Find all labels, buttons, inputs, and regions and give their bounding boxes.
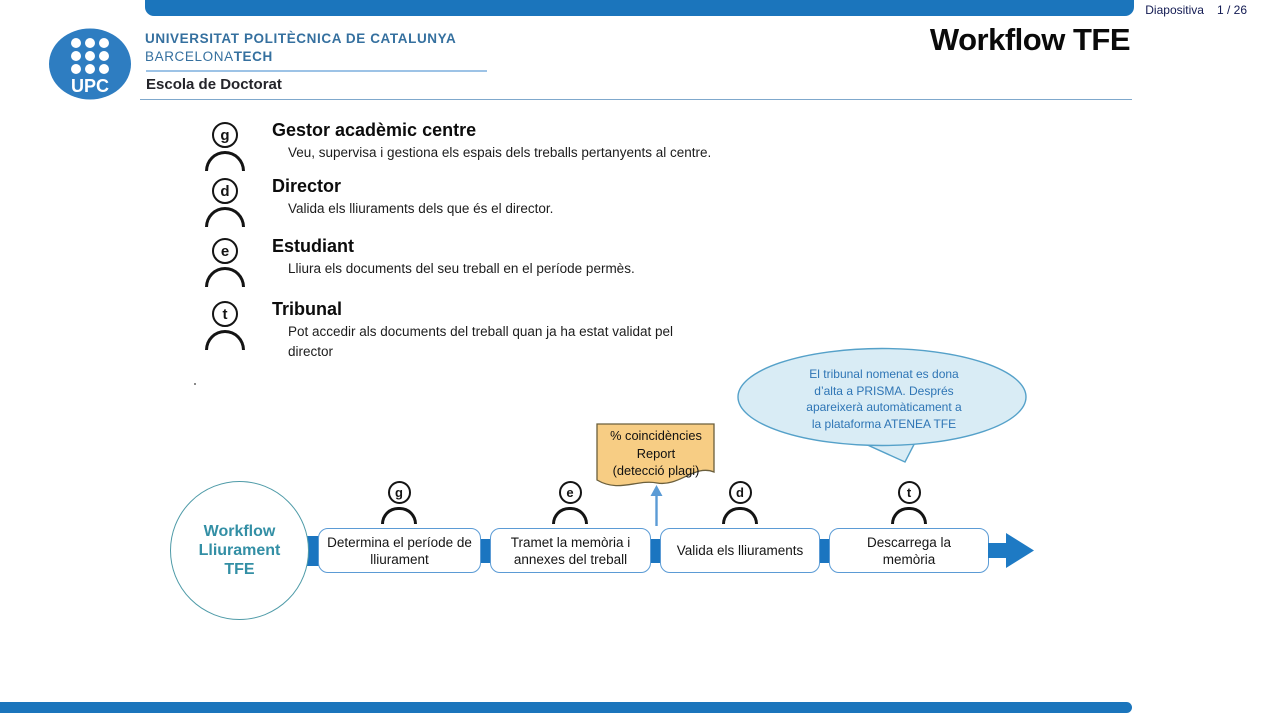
person-icon-director bbox=[203, 178, 247, 227]
upc-logo bbox=[48, 28, 132, 102]
page-number: 1 / 26 bbox=[1216, 3, 1247, 17]
step-actor-icon-d bbox=[718, 481, 762, 524]
person-body bbox=[891, 507, 927, 524]
person-letter: e bbox=[559, 481, 582, 504]
flow-step-label: Tramet la memòria i annexes del treball bbox=[510, 534, 631, 567]
person-body bbox=[722, 507, 758, 524]
note-line: Report bbox=[636, 445, 676, 461]
note-line: (detecció plagi) bbox=[612, 463, 700, 478]
person-letter: g bbox=[212, 122, 238, 148]
role-title-tribunal: Tribunal bbox=[272, 299, 343, 319]
university-brand bbox=[145, 49, 273, 64]
role-title-estudiant: Estudiant bbox=[272, 236, 355, 256]
person-letter: g bbox=[388, 481, 411, 504]
flow-step-label: Descarrega la memòria bbox=[866, 534, 952, 567]
role-title-director: Director bbox=[272, 176, 342, 196]
person-letter: e bbox=[212, 238, 238, 264]
page-indicator bbox=[1145, 3, 1247, 17]
flow-step-label: Valida els lliuraments bbox=[676, 543, 804, 558]
tribunal-callout bbox=[768, 366, 1000, 432]
up-arrow bbox=[648, 485, 666, 527]
bottom-accent-bar bbox=[0, 702, 1132, 713]
person-icon-estudiant bbox=[203, 238, 247, 287]
person-letter: t bbox=[212, 301, 238, 327]
person-body bbox=[381, 507, 417, 524]
university-name: UNIVERSITAT POLITÈCNICA DE CATALUNYA bbox=[145, 31, 457, 46]
person-body bbox=[552, 507, 588, 524]
flow-step-4 bbox=[829, 528, 989, 573]
person-letter: d bbox=[212, 178, 238, 204]
callout-line: d’alta a PRISMA. Després bbox=[814, 383, 954, 398]
stray-dot bbox=[194, 383, 196, 385]
start-line: Workflow bbox=[203, 523, 276, 540]
plagiarism-note bbox=[597, 427, 715, 480]
person-body bbox=[205, 330, 245, 350]
person-body bbox=[205, 207, 245, 227]
role-desc-estudiant: Lliura els documents del seu treball en el període permès. bbox=[288, 261, 635, 276]
role-desc-tribunal: Pot accedir als documents del treball quan ja ha estat validat pel director bbox=[288, 324, 673, 359]
workflow-start-label bbox=[199, 522, 281, 579]
flow-step-3 bbox=[660, 528, 820, 573]
person-body bbox=[205, 151, 245, 171]
flow-step-1 bbox=[318, 528, 481, 573]
person-letter: d bbox=[729, 481, 752, 504]
flow-end-arrow bbox=[988, 530, 1036, 572]
brand-bold: TECH bbox=[233, 49, 273, 64]
header-divider bbox=[140, 99, 1132, 100]
upc-logo-text: UPC bbox=[70, 76, 110, 96]
flow-step-2 bbox=[490, 528, 651, 573]
top-accent-bar bbox=[145, 0, 1134, 16]
step-actor-icon-e bbox=[548, 481, 592, 524]
start-line: TFE bbox=[224, 561, 255, 578]
person-icon-gestor bbox=[203, 122, 247, 171]
page-indicator-label: Diapositiva bbox=[1145, 3, 1204, 17]
callout-line: apareixerà automàticament a bbox=[806, 400, 962, 414]
slide-title: Workflow TFE bbox=[929, 22, 1130, 57]
callout-line: la plataforma ATENEA TFE bbox=[811, 416, 957, 431]
person-letter: t bbox=[898, 481, 921, 504]
person-body bbox=[205, 267, 245, 287]
note-line: % coincidències bbox=[610, 428, 702, 443]
school-name: Escola de Doctorat bbox=[146, 76, 282, 93]
role-desc-director: Valida els lliuraments dels que és el director. bbox=[288, 201, 554, 216]
workflow-start-circle bbox=[170, 481, 309, 620]
role-title-gestor: Gestor acadèmic centre bbox=[272, 120, 477, 140]
brand-regular: BARCELONA bbox=[145, 49, 234, 64]
brand-divider bbox=[146, 70, 487, 72]
person-icon-tribunal bbox=[203, 301, 247, 350]
flow-step-label: Determina el període de lliurament bbox=[327, 534, 472, 567]
step-actor-icon-g bbox=[377, 481, 421, 524]
step-actor-icon-t bbox=[887, 481, 931, 524]
role-desc-gestor: Veu, supervisa i gestiona els espais dels treballs pertanyents al centre. bbox=[288, 145, 712, 160]
callout-line: El tribunal nomenat es dona bbox=[809, 367, 959, 381]
start-line: Lliurament bbox=[198, 542, 281, 559]
